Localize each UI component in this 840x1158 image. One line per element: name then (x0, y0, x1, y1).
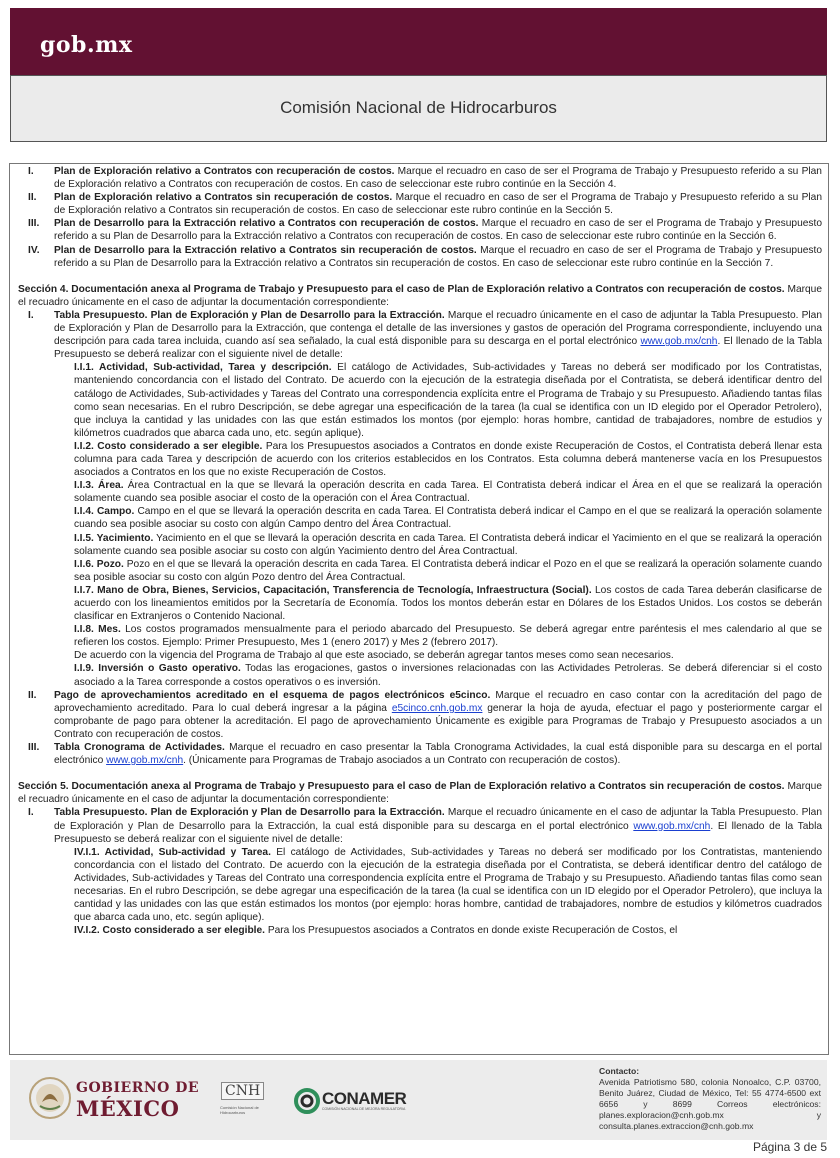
sub-item: IV.I.2. Costo considerado a ser elegible. Para los Presupuestos asociados a Contratos en donde existe Recuperación de Costos, el (74, 925, 678, 937)
gobierno-logo-text: GOBIERNO DE (76, 1080, 200, 1096)
gob-mx-cnh-link[interactable]: www.gob.mx/cnh (106, 755, 184, 767)
list-item: IV. Plan de Desarrollo para la Extracción relativo a Contratos sin recuperación de costos. Marque el recuadro en caso de ser el Programa de Trabajo y Presupuesto referido a su Plan de Desarrollo para la Extracción relativo a Contratos sin recuperación de costos. En caso de seleccionar este rubro continúe en la Sección 7. (28, 244, 822, 269)
sub-item: I.I.6. Pozo. Pozo en el que se llevará la operación descrita en cada Tarea. El Contratista deberá indicar el Pozo en el que se realizará la operación solamente cuando sea posible asociar su costo con algún Pozo dentro del Área Contractual. (74, 558, 822, 583)
list-item: I. Tabla Presupuesto. Plan de Exploración y Plan de Desarrollo para la Extracción. Marque el recuadro únicamente en el caso de adjuntar la Tabla Presupuesto. Plan de Exploración y Plan de Desarrollo para la Extracción, que contenga el detalle de las inversiones y gastos de operación del Programa correspondiente, incluyendo una descripción para cada tarea incluida, cuando así sea señalado, la cual está disponible para su descarga en el portal electrónico www.gob.mx/cnh. El llenado de la Tabla Presupuesto se deberá realizar con el siguiente nivel de detalle: (28, 309, 822, 361)
sub-item: I.I.4. Campo. Campo en el que se llevará la operación descrita en cada Tarea. El Contratista deberá indicar el Campo en el que se realizará la operación solamente cuando sea posible asociar su costo con algún Campo dentro del Área Contractual. (74, 506, 822, 531)
contact-text: Avenida Patriotismo 580, colonia Nonoalco, C.P. 03700, Benito Juárez, Ciudad de México, Tel: 55 4774-6500 ext 6656 y 8699 Correos electrónicos: planes.exploracion@cnh.gob.mx y consulta.planes.extraccion@cnh.gob.mx (599, 1076, 821, 1131)
section-5-heading: Sección 5. Documentación anexa al Programa de Trabajo y Presupuesto para el caso de Plan de Exploración relativo a Contratos sin recuperación de costos. Marque el recuadro únicamente en el caso de adjuntar la documentación correspondiente: (18, 781, 822, 806)
cnh-logo: CNH (221, 1082, 264, 1100)
sub-item: I.I.1. Actividad, Sub-actividad, Tarea y descripción. El catálogo de Actividades, Sub-actividades y Tareas no deberá ser modificado por los Contratistas, manteniendo concordancia con el listado del Contrato. De acuerdo con la ejecución de la estrategia diseñada por el Contratista, se deberá identificar dentro del catálogo de Actividades, Sub-actividades y Tareas del Contrato una correspondencia explícita entre el Programa de Trabajo y su Presupuesto. Añadiendo tantas filas como sean necesarias. En el rubro Descripción, se debe agregar una especificación de la tarea (la cual se identifica con un ID elegido por el Operador Petrolero), que incluya la cantidad y las unidades con las que están estimados los montos (por ejemplo: horas hombre, cantidad de trabajadores, nombre de estudios y kilómetros cuadrados que abarca cada uno, etc. según aplique). (74, 362, 822, 439)
list-item: I. Tabla Presupuesto. Plan de Exploración y Plan de Desarrollo para la Extracción. Marque el recuadro únicamente en el caso de adjuntar la Tabla Presupuesto. Plan de Exploración y Plan de Desarrollo para la Extracción, la cual está disponible para su descarga en el portal electrónico www.gob.mx/cnh. El llenado de la Tabla Presupuesto se deberá realizar con el siguiente nivel de detalle: (28, 807, 822, 845)
sub-item: I.I.5. Yacimiento. Yacimiento en el que se llevará la operación descrita en cada Tarea. El Contratista deberá indicar el Yacimiento en el que se realizará la operación solamente cuando sea posible asociar su costo con algún Yacimiento dentro del Área Contractual. (74, 532, 822, 557)
sub-item: I.I.2. Costo considerado a ser elegible. Para los Presupuestos asociados a Contratos en donde existe Recuperación de Costos, el Contratista deberá llenar esta columna para cada Tarea y descripción de acuerdo con los criterios establecidos en los Contratos. Esta columna deberá mantenerse vacía en los Presupuestos asociados a Contratos en los que no existe Recuperación de Costos. (74, 440, 822, 479)
section-4-heading: Sección 4. Documentación anexa al Programa de Trabajo y Presupuesto para el caso de Plan de Exploración relativo a Contratos con recuperación de costos. Marque el recuadro únicamente en el caso de adjuntar la documentación correspondiente: (18, 283, 823, 308)
list-item: II. Pago de aprovechamientos acreditado en el esquema de pagos electrónicos e5cinco. Marque el recuadro en caso contar con la acreditación del pago de aprovechamiento acreditado. Para lo cual deberá ingresar a la página e5cinco.cnh.gob.mx generar la hoja de ayuda, efectuar el pago y posteriormente cargar el comprobante de pago para obtener la acreditación. El pago de aprovechamiento Únicamente es exigible para Programas de Trabajo y Presupuesto asociados a un Contrato con recuperación de costos. (28, 689, 822, 740)
list-item: I. Plan de Exploración relativo a Contratos con recuperación de costos. Marque el recuadro en caso de ser el Programa de Trabajo y Presupuesto referido a su Plan de Exploración relativo a Contratos con recuperación de costos. En caso de seleccionar este rubro continúe en la Sección 4. (28, 166, 822, 191)
mexico-logo-text: MÉXICO (76, 1096, 180, 1121)
cnh-logo-subtitle: Comisión Nacional de Hidrocarburos (220, 1105, 259, 1115)
gob-mx-cnh-link[interactable]: www.gob.mx/cnh (633, 820, 711, 832)
eagle-emblem-icon (28, 1076, 72, 1120)
footer (10, 1060, 827, 1140)
page-title: Comisión Nacional de Hidrocarburos (280, 98, 557, 117)
top-bar (10, 8, 827, 75)
list-item: III. Tabla Cronograma de Actividades. Marque el recuadro en caso presentar la Tabla Cronograma Actividades, la cual está disponible para su descarga en el portal electrónico www.gob.mx/cnh. (Únicamente para Programas de Trabajo asociados a un Contrato con recuperación de costos). (28, 742, 822, 767)
title-box (10, 75, 827, 142)
sub-item: IV.I.1. Actividad, Sub-actividad y Tarea. El catálogo de Actividades, Sub-actividades y Tareas no deberá ser modificado por los Contratistas, manteniendo concordancia con el listado del Contrato. De acuerdo con la ejecución de la estrategia diseñada por el Contratista, se deberá identificar dentro del catálogo de Actividades, Sub-actividades y Tareas del Contrato una correspondencia explícita entre el Programa de Trabajo y su Presupuesto. Añadiendo tantas filas como sean necesarias. En el rubro Descripción, se debe agregar una especificación de la tarea (la cual se identifica con un ID elegido por el Operador Petrolero), que incluya la cantidad y las unidades con las que están estimados los montos (por ejemplo: horas hombre, cantidad de trabajadores, nombre de estudios y kilómetros cuadrados que abarca cada uno, etc. según aplique). (74, 846, 822, 924)
sub-item: I.I.7. Mano de Obra, Bienes, Servicios, Capacitación, Transferencia de Tecnología, Infraestructura (Social). Los costos de cada Tarea deberán clasificarse de acuerdo con los lineamientos emitidos por la Secretaría de Economía. Todos los montos deberán estar en Dólares de los Estados Unidos. Los costos se deberán clasificar en Extranjeros o Contenido Nacional. (74, 584, 822, 623)
gobmx-logo[interactable]: gob.mx (40, 32, 133, 58)
gob-mx-cnh-link[interactable]: www.gob.mx/cnh (640, 336, 718, 348)
sub-item: De acuerdo con la vigencia del Programa de Trabajo al que este asociado, se deberán agregar tantos meses como sean necesarios. (74, 650, 674, 662)
contact-info (599, 1066, 821, 1131)
e5cinco-link[interactable]: e5cinco.cnh.gob.mx (391, 702, 483, 714)
document-body (9, 163, 829, 1055)
conamer-logo-text: CONAMER (322, 1089, 407, 1108)
conamer-logo-icon (294, 1088, 320, 1114)
contact-title: Contacto: (599, 1066, 640, 1076)
sub-item: I.I.9. Inversión o Gasto operativo. Todas las erogaciones, gastos o inversiones relacionadas con las Actividades Petroleras. Se deberá diferenciar si el costo asociado a la Tarea corresponde a costos operativos o es inversión. (74, 663, 822, 688)
sub-item: I.I.3. Área. Área Contractual en la que se llevará la operación descrita en cada Tarea. El Contratista deberá indicar el Área en el que se realizará la operación solamente cuando sea posible asociar el costo de la operación con el Área Contractual. (74, 480, 823, 505)
conamer-logo-subtitle: COMISIÓN NACIONAL DE MEJORA REGULATORIA (322, 1107, 406, 1111)
list-item: III. Plan de Desarrollo para la Extracción relativo a Contratos con recuperación de costos. Marque el recuadro en caso de ser el Programa de Trabajo y Presupuesto referido a su Plan de Desarrollo para la Extracción relativo a Contratos con recuperación de costos. En caso de seleccionar este rubro continúe en la Sección 6. (28, 218, 822, 243)
list-item: II. Plan de Exploración relativo a Contratos sin recuperación de costos. Marque el recuadro en caso de ser el Programa de Trabajo y Presupuesto referido a su Plan de Exploración relativo a Contratos sin recuperación de costos. En caso de seleccionar este rubro continúe en la Sección 5. (28, 192, 822, 217)
sub-item: I.I.8. Mes. Los costos programados mensualmente para el periodo abarcado del Presupuesto. Se deberá agregar entre paréntesis el mes calendario al que se refieren los costos. Ejemplo: Primer Presupuesto, Mes 1 (enero 2017) y Mes 2 (febrero 2017). (74, 624, 823, 649)
page-number: Página 3 de 5 (752, 1140, 827, 1154)
